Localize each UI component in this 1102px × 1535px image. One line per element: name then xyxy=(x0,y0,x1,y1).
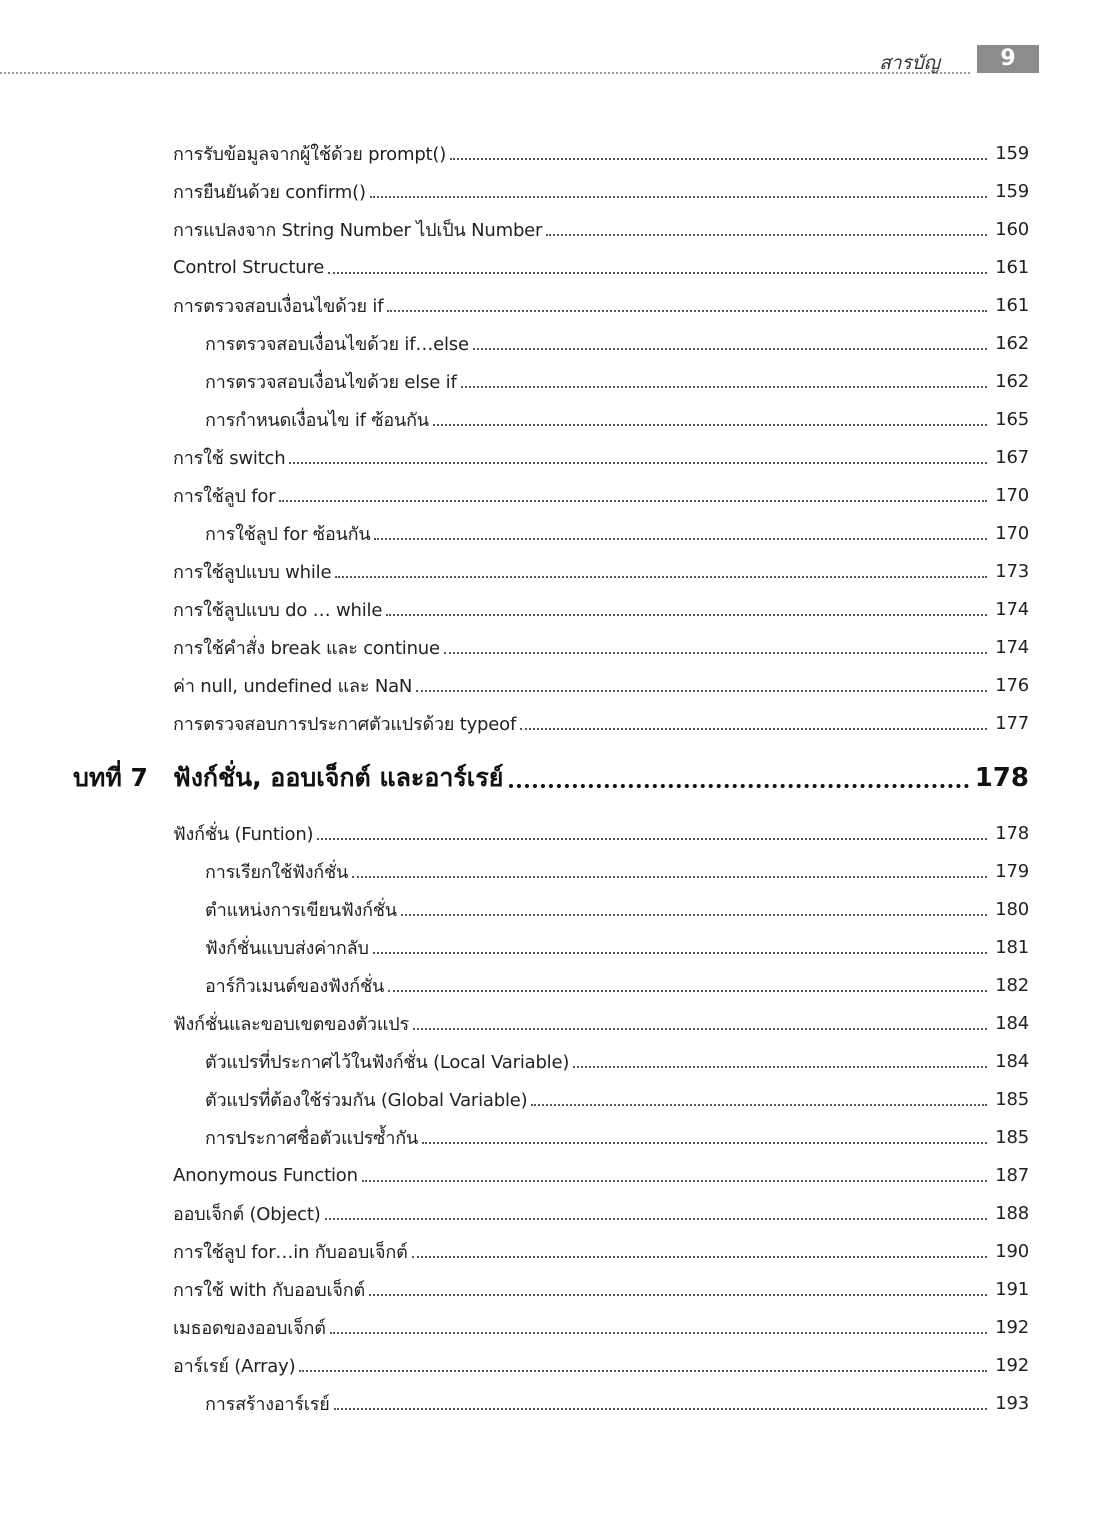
toc-leader-dots xyxy=(279,500,987,502)
toc-entry-page: 180 xyxy=(995,898,1029,920)
toc-leader-dots xyxy=(299,1370,987,1372)
toc-entry-title: การตรวจสอบการประกาศตัวแปรด้วย typeof xyxy=(173,713,517,735)
toc-entry-title: ออบเจ็กต์ (Object) xyxy=(173,1203,321,1225)
toc-entry[interactable] xyxy=(0,1384,1102,1422)
toc-leader-dots xyxy=(328,272,987,274)
toc-entry-page: 178 xyxy=(995,822,1029,844)
toc-entry-page: 162 xyxy=(995,370,1029,392)
toc-entry-page: 161 xyxy=(995,256,1029,278)
toc-entry-title: อาร์เรย์ (Array) xyxy=(173,1355,296,1377)
toc-entry[interactable] xyxy=(0,1004,1102,1042)
toc-entry-title: การตรวจสอบเงื่อนไขด้วย else if xyxy=(205,371,457,393)
toc-entry-title: Control Structure xyxy=(173,256,325,278)
toc-entry-title: การประกาศชื่อตัวแปรซ้ำกัน xyxy=(205,1127,419,1149)
header-dotted-rule xyxy=(0,72,970,74)
toc-leader-dots xyxy=(412,1256,987,1258)
toc-entry-page: 159 xyxy=(995,142,1029,164)
toc-leader-dots xyxy=(325,1218,987,1220)
toc-entry[interactable] xyxy=(0,1270,1102,1308)
toc-leader-dots xyxy=(444,652,987,654)
toc-entry[interactable] xyxy=(0,172,1102,210)
toc-leader-dots xyxy=(401,914,987,916)
toc-entry-page: 165 xyxy=(995,408,1029,430)
toc-entry[interactable] xyxy=(0,814,1102,852)
toc-entry-page: 167 xyxy=(995,446,1029,468)
toc-leader-dots xyxy=(289,462,987,464)
toc-leader-dots xyxy=(450,158,987,160)
toc-entry-page: 190 xyxy=(995,1240,1029,1262)
toc-leader-dots xyxy=(330,1332,987,1334)
toc-leader-dots xyxy=(573,1066,987,1068)
toc-section-before xyxy=(0,134,1102,742)
toc-entry[interactable] xyxy=(0,248,1102,286)
toc-entry[interactable] xyxy=(0,552,1102,590)
toc-entry-page: 184 xyxy=(995,1012,1029,1034)
toc-entry[interactable] xyxy=(0,134,1102,172)
toc-entry-title: ตัวแปรที่ต้องใช้ร่วมกัน (Global Variable) xyxy=(205,1089,528,1111)
toc-entry-title: การรับข้อมูลจากผู้ใช้ด้วย prompt() xyxy=(173,143,447,165)
table-of-contents xyxy=(0,134,1102,1422)
toc-entry-page: 182 xyxy=(995,974,1029,996)
toc-entry-title: การใช้ลูป for…in กับออบเจ็กต์ xyxy=(173,1241,408,1263)
toc-entry-page: 170 xyxy=(995,522,1029,544)
toc-entry-page: 188 xyxy=(995,1202,1029,1224)
toc-entry-page: 192 xyxy=(995,1316,1029,1338)
toc-leader-dots xyxy=(334,1408,987,1410)
toc-leader-dots xyxy=(373,952,987,954)
toc-leader-dots xyxy=(473,348,987,350)
toc-entry-page: 191 xyxy=(995,1278,1029,1300)
toc-leader-dots xyxy=(433,424,987,426)
toc-entry[interactable] xyxy=(0,1042,1102,1080)
toc-entry-page: 185 xyxy=(995,1126,1029,1148)
chapter-title: ฟังก์ชั่น, ออบเจ็กต์ และอาร์เรย์ xyxy=(173,763,504,792)
toc-entry-page: 162 xyxy=(995,332,1029,354)
toc-entry-title: ฟังก์ชั่นแบบส่งค่ากลับ xyxy=(205,937,369,959)
toc-entry[interactable] xyxy=(0,1346,1102,1384)
page-number-badge: 9 xyxy=(977,45,1039,73)
toc-leader-dots xyxy=(546,234,987,236)
toc-entry[interactable] xyxy=(0,890,1102,928)
toc-entry[interactable] xyxy=(0,1118,1102,1156)
toc-leader-dots xyxy=(374,538,987,540)
toc-entry-title: Anonymous Function xyxy=(173,1164,358,1186)
toc-entry-title: อาร์กิวเมนต์ของฟังก์ชั่น xyxy=(205,975,385,997)
toc-entry[interactable] xyxy=(0,210,1102,248)
toc-entry-page: 161 xyxy=(995,294,1029,316)
toc-entry[interactable] xyxy=(0,1308,1102,1346)
toc-entry-title: ฟังก์ชั่น (Funtion) xyxy=(173,823,314,845)
toc-entry-page: 177 xyxy=(995,712,1029,734)
toc-entry[interactable] xyxy=(0,628,1102,666)
toc-leader-dots xyxy=(388,990,987,992)
toc-entry[interactable] xyxy=(0,362,1102,400)
toc-leader-dots xyxy=(422,1142,987,1144)
toc-leader-dots xyxy=(362,1180,987,1182)
toc-entry-page: 174 xyxy=(995,598,1029,620)
toc-entry[interactable] xyxy=(0,400,1102,438)
toc-entry-title: การใช้ with กับออบเจ็กต์ xyxy=(173,1279,365,1301)
toc-leader-dots xyxy=(520,728,987,730)
toc-entry[interactable] xyxy=(0,1080,1102,1118)
toc-entry-title: ตำแหน่งการเขียนฟังก์ชั่น xyxy=(205,899,397,921)
toc-entry[interactable] xyxy=(0,966,1102,1004)
toc-entry[interactable] xyxy=(0,324,1102,362)
toc-leader-dots xyxy=(386,614,987,616)
toc-entry-page: 160 xyxy=(995,218,1029,240)
toc-entry-title: ค่า null, undefined และ NaN xyxy=(173,675,413,697)
toc-leader-dots xyxy=(369,1294,987,1296)
toc-entry-title: การใช้ลูป for ซ้อนกัน xyxy=(205,523,371,545)
toc-leader-dots xyxy=(416,690,987,692)
toc-entry-page: 193 xyxy=(995,1392,1029,1414)
toc-entry[interactable] xyxy=(0,590,1102,628)
toc-entry[interactable] xyxy=(0,286,1102,324)
toc-entry[interactable] xyxy=(0,1194,1102,1232)
toc-entry-title: เมธอดของออบเจ็กต์ xyxy=(173,1317,326,1339)
toc-leader-dots xyxy=(531,1104,987,1106)
toc-entry[interactable] xyxy=(0,852,1102,890)
toc-leader-dots xyxy=(370,196,987,198)
chapter-heading[interactable] xyxy=(0,742,1102,814)
toc-entry-page: 184 xyxy=(995,1050,1029,1072)
toc-entry-title: การแปลงจาก String Number ไปเป็น Number xyxy=(173,219,543,241)
toc-entry-page: 185 xyxy=(995,1088,1029,1110)
toc-entry-page: 174 xyxy=(995,636,1029,658)
toc-entry-page: 179 xyxy=(995,860,1029,882)
toc-leader-dots xyxy=(352,876,987,878)
chapter-number: บทที่ 7 xyxy=(73,763,148,792)
toc-entry[interactable] xyxy=(0,1232,1102,1270)
toc-entry-title: ตัวแปรที่ประกาศไว้ในฟังก์ชั่น (Local Variable) xyxy=(205,1051,570,1073)
toc-entry-title: การใช้ลูปแบบ do … while xyxy=(173,599,383,621)
toc-leader-dots xyxy=(317,838,987,840)
toc-entry-page: 192 xyxy=(995,1354,1029,1376)
toc-entry-title: การใช้ลูปแบบ while xyxy=(173,561,332,583)
toc-entry[interactable] xyxy=(0,438,1102,476)
toc-entry-page: 187 xyxy=(995,1164,1029,1186)
toc-entry-title: การเรียกใช้ฟังก์ชั่น xyxy=(205,861,349,883)
toc-entry-page: 176 xyxy=(995,674,1029,696)
toc-entry[interactable] xyxy=(0,704,1102,742)
toc-entry-title: การใช้คำสั่ง break และ continue xyxy=(173,637,440,659)
toc-leader-dots xyxy=(335,576,987,578)
toc-leader-dots xyxy=(387,310,987,312)
chapter-page: 178 xyxy=(974,763,1029,793)
toc-entry-title: การกำหนดเงื่อนไข if ซ้อนกัน xyxy=(205,409,429,431)
toc-entry-title: การตรวจสอบเงื่อนไขด้วย if xyxy=(173,295,384,317)
toc-entry-title: การสร้างอาร์เรย์ xyxy=(205,1393,330,1415)
toc-entry[interactable] xyxy=(0,1156,1102,1194)
toc-entry[interactable] xyxy=(0,476,1102,514)
toc-entry-title: การใช้ switch xyxy=(173,447,286,469)
toc-entry-title: การใช้ลูป for xyxy=(173,485,276,507)
toc-entry[interactable] xyxy=(0,666,1102,704)
toc-entry-title: การตรวจสอบเงื่อนไขด้วย if…else xyxy=(205,333,469,355)
toc-entry-title: การยืนยันด้วย confirm() xyxy=(173,181,366,203)
toc-leader-dots xyxy=(461,386,987,388)
toc-entry-page: 159 xyxy=(995,180,1029,202)
toc-leader-dots xyxy=(413,1028,987,1030)
toc-section-after xyxy=(0,814,1102,1422)
running-header-title: สารบัญ xyxy=(879,52,940,74)
toc-entry-page: 173 xyxy=(995,560,1029,582)
toc-entry-page: 181 xyxy=(995,936,1029,958)
toc-entry-page: 170 xyxy=(995,484,1029,506)
toc-entry-title: ฟังก์ชั่นและขอบเขตของตัวแปร xyxy=(173,1013,409,1035)
toc-entry[interactable] xyxy=(0,514,1102,552)
toc-entry[interactable] xyxy=(0,928,1102,966)
chapter-leader-dots xyxy=(509,784,968,788)
